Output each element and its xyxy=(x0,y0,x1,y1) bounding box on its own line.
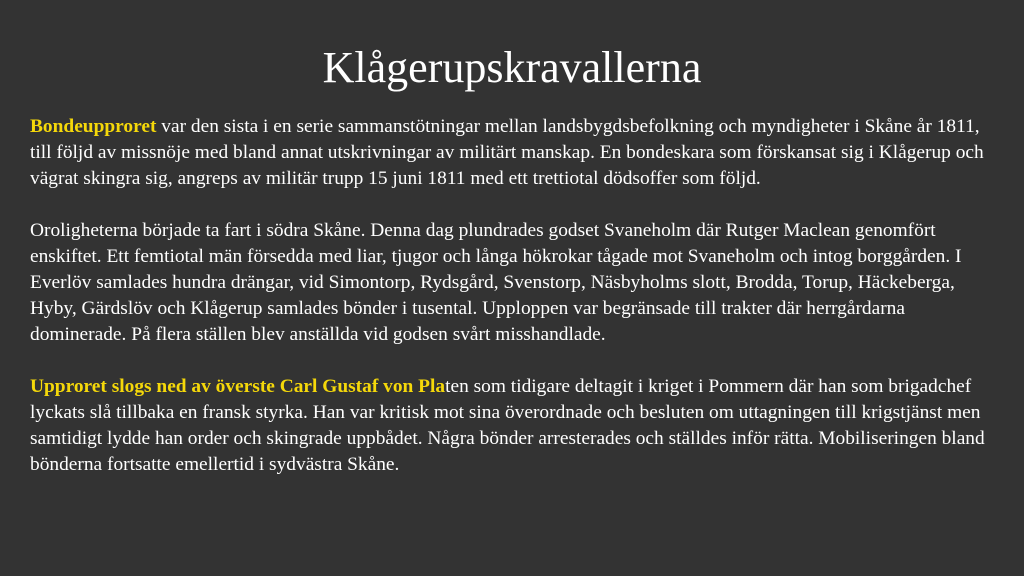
paragraph-2 xyxy=(30,218,994,348)
paragraph-1-text: var den sista i en serie sammanstötningar mellan landsbygdsbefolkning och myndigheter i Skåne år 1811, till följd av missnöje med bland annat utskrivningar av militärt manskap. En bondeskara som förskansat sig i Klågerup och vägrat skingra sig, angreps av militär trupp 15 juni 1811 med ett trettiotal dödsoffer som följd. xyxy=(30,116,984,189)
highlight-link-bondeupproret[interactable]: Bondeupproret xyxy=(30,116,157,137)
highlight-link-upproret[interactable]: Upproret slogs ned av överste Carl Gustaf von Pla xyxy=(30,376,446,397)
paragraph-3 xyxy=(30,374,994,478)
slide-body xyxy=(30,114,994,478)
slide-title: Klågerupskravallerna xyxy=(322,43,702,92)
paragraph-1 xyxy=(30,114,994,192)
paragraph-spacer xyxy=(30,192,994,218)
paragraph-spacer xyxy=(30,348,994,374)
paragraph-3-text: ten som tidigare deltagit i kriget i Pommern där han som brigadchef lyckats slå tillbaka en fransk styrka. Han var kritisk mot sina överordnade och besluten om uttagningen till krigstjänst men samtidigt lydde han order och skingrade uppbådet. Några bönder arresterades och ställdes inför rätta. Mobiliseringen bland bönderna fortsatte emellertid i sydvästra Skåne. xyxy=(30,376,985,475)
paragraph-2-text: Oroligheterna började ta fart i södra Skåne. Denna dag plundrades godset Svaneholm där Rutger Maclean genomfört enskiftet. Ett femtiotal män försedda med liar, tjugor och långa hökrokar tågade mot Svaneholm och intog borggården. I Everlöv samlades hundra drängar, vid Simontorp, Rydsgård, Svenstorp, Näsbyholms slott, Brodda, Torup, Häckeberga, Hyby, Gärdslöv och Klågerup samlades bönder i tusental. Upploppen var begränsade till trakter där herrgårdarna dominerade. På flera ställen blev anställda vid godsen svårt misshandlade. xyxy=(30,220,962,345)
